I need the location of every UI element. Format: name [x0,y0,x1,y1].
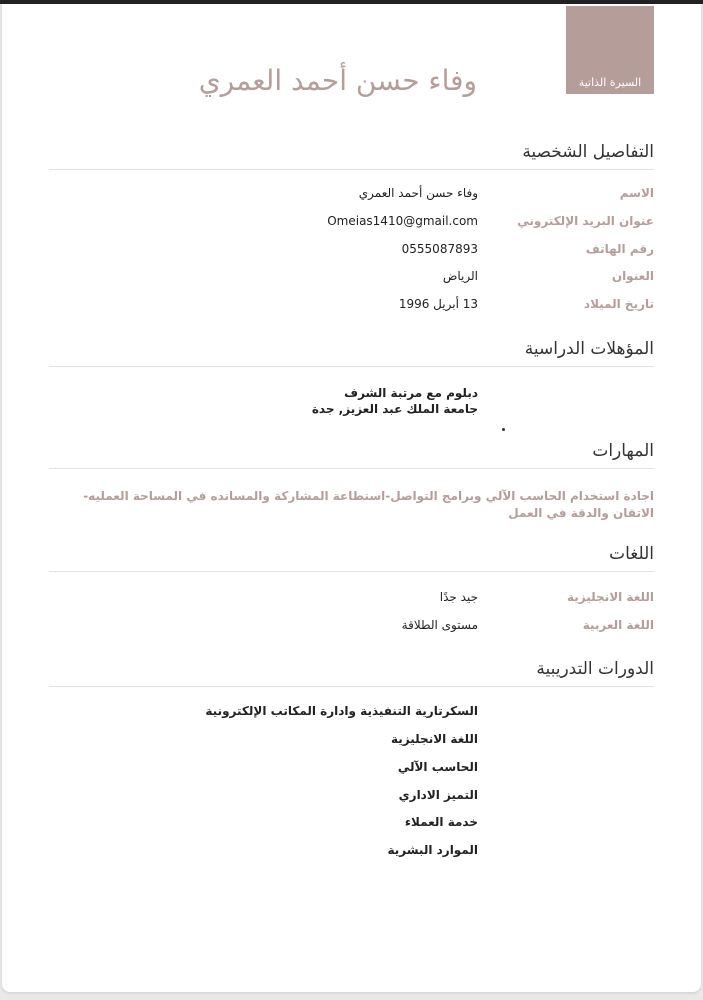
course-item: خدمة العملاء [404,815,478,829]
course-item: السكرتارية التنفيذية وادارة المكاتب الإلكترونية [205,704,478,718]
courses-section-title: الدورات التدريبية [49,659,654,687]
course-item: اللغة الانجليزية [391,732,478,746]
education-degree: دبلوم مع مرتبة الشرف [344,386,478,400]
education-school: جامعة الملك عبد العزيز, جدة [311,402,478,416]
education-section-title: المؤهلات الدراسية [49,339,654,367]
language-row-english [2,590,701,608]
row-label: عنوان البريد الإلكتروني [517,214,654,228]
language-row-arabic [2,618,701,636]
page-title: وفاء حسن أحمد العمري [198,64,477,97]
row-label: اللغة العربية [582,618,654,632]
course-item: الحاسب الآلي [397,760,478,774]
row-value: مستوى الطلاقة [401,618,478,632]
course-item: الموارد البشرية [387,843,478,857]
row-value: Omeias1410@gmail.com [327,214,478,228]
stray-dot [502,428,505,431]
row-value: 0555087893 [401,242,478,256]
personal-row-phone [2,242,701,260]
personal-section-title: التفاصيل الشخصية [49,142,654,170]
personal-row-address [2,269,701,287]
row-value: 13 أبريل 1996 [398,297,478,311]
personal-row-name [2,186,701,204]
row-label: الاسم [619,186,654,200]
personal-row-birthdate [2,297,701,315]
skills-text: اجادة استخدام الحاسب الآلي وبرامج التواصل-استطاعة المشاركة والمسانده في المساحة العمليه-الاتقان والدقة في العمل [83,489,654,520]
languages-section-title: اللغات [49,544,654,572]
cv-badge: السيرة الذاتية [566,6,654,94]
course-item: التميز الاداري [398,788,478,802]
resume-page [2,4,701,992]
row-value: جيد جدًا [439,590,478,604]
row-label: اللغة الانجليزية [567,590,654,604]
personal-row-email [2,214,701,232]
row-label: العنوان [611,269,654,283]
row-value: وفاء حسن أحمد العمري [358,186,478,200]
row-label: تاريخ الميلاد [583,297,654,311]
row-label: رقم الهاتف [585,242,654,256]
row-value: الرياض [442,269,478,283]
skills-section-title: المهارات [49,441,654,469]
